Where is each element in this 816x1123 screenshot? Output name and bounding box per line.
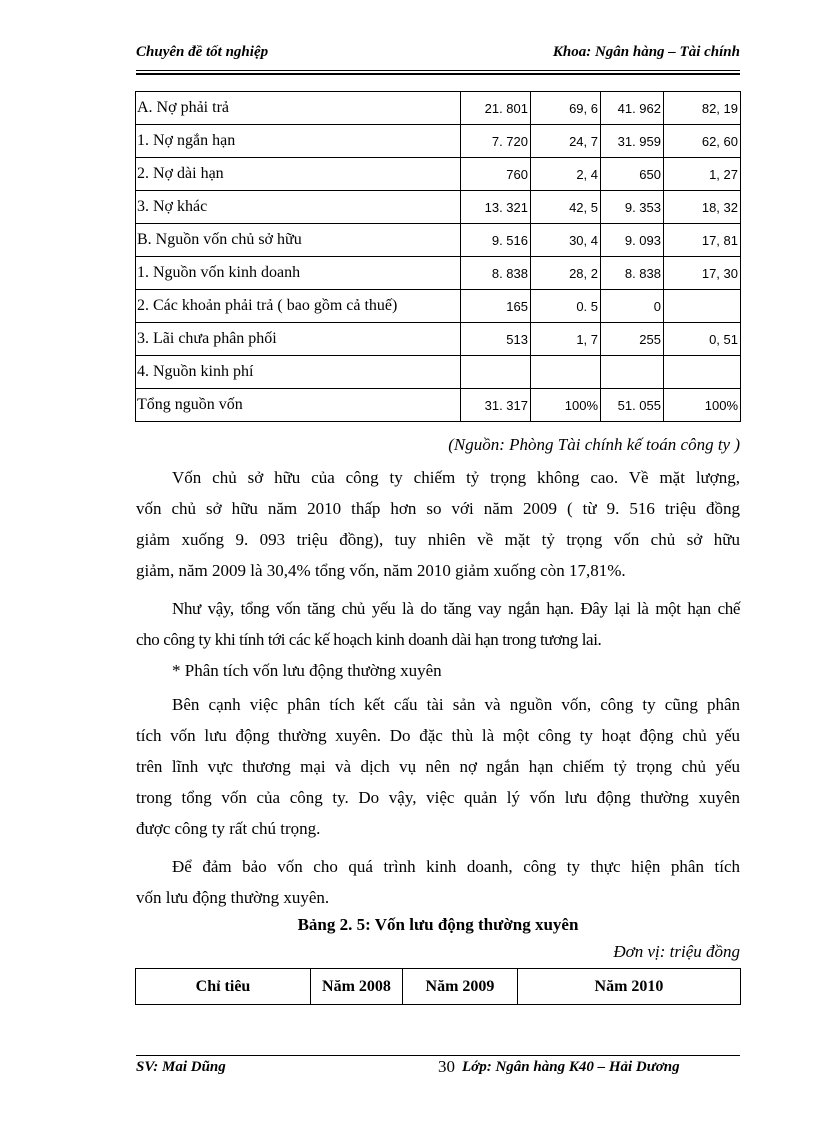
text-line: được công ty rất chú trọng.	[136, 819, 321, 838]
text-line: * Phân tích vốn lưu động thường xuyên	[172, 661, 442, 680]
row-label: 3. Lãi chưa phân phối	[136, 323, 461, 356]
footer-rule	[136, 1055, 740, 1056]
page-footer	[136, 1057, 740, 1081]
table-caption: Bảng 2. 5: Vốn lưu động thường xuyên	[297, 915, 579, 934]
column-header: Năm 2010	[518, 969, 741, 1005]
table-row	[136, 389, 741, 422]
cell-2010-percent: 18, 32	[664, 191, 741, 224]
column-header: Năm 2009	[403, 969, 518, 1005]
cell-2009-value: 8. 838	[461, 257, 531, 290]
paragraph-analysis	[136, 851, 740, 913]
cell-2009-value: 760	[461, 158, 531, 191]
cell-2009-value: 513	[461, 323, 531, 356]
column-header: Năm 2008	[311, 969, 403, 1005]
paragraph-conclusion	[136, 593, 740, 655]
header-left-text: Chuyên đề tốt nghiệp	[136, 44, 269, 60]
cell-2009-percent: 0. 5	[531, 290, 601, 323]
cell-2010-percent: 1, 27	[664, 158, 741, 191]
row-label: 1. Nguồn vốn kinh doanh	[136, 257, 461, 290]
cell-2009-percent	[531, 356, 601, 389]
cell-2010-percent: 62, 60	[664, 125, 741, 158]
cell-2010-value: 255	[601, 323, 664, 356]
text-line: Để đảm bảo vốn cho quá trình kinh doanh, công ty thực hiện phân tích	[172, 857, 740, 876]
text-line: trên lĩnh vực thương mại và dịch vụ nên nợ ngắn hạn chiếm tỷ trọng chủ yếu	[136, 757, 740, 776]
cell-2010-value: 650	[601, 158, 664, 191]
column-header: Chỉ tiêu	[136, 969, 311, 1005]
cell-2009-percent: 2, 4	[531, 158, 601, 191]
cell-2010-percent	[664, 356, 741, 389]
cell-2009-value: 13. 321	[461, 191, 531, 224]
cell-2009-percent: 30, 4	[531, 224, 601, 257]
cell-2010-percent: 0, 51	[664, 323, 741, 356]
cell-2009-value: 7. 720	[461, 125, 531, 158]
text-line: Bên cạnh việc phân tích kết cấu tài sản và nguồn vốn, công ty cũng phân	[172, 695, 740, 714]
page-header	[136, 44, 740, 66]
header-rule-thick	[136, 73, 740, 75]
table-row	[136, 158, 741, 191]
footer-class: Lớp: Ngân hàng K40 – Hải Dương	[462, 1059, 680, 1075]
paragraph-working-capital	[136, 689, 740, 844]
text-line: vốn lưu động thường xuyên.	[136, 888, 330, 907]
cell-2009-percent: 100%	[531, 389, 601, 422]
source-note: (Nguồn: Phòng Tài chính kế toán công ty )	[448, 435, 740, 454]
text-line: trong tổng vốn của công ty. Do vậy, việc quản lý vốn lưu động thường xuyên	[136, 788, 740, 807]
cell-2009-percent: 24, 7	[531, 125, 601, 158]
table-header-row	[136, 969, 741, 1005]
footer-student: SV: Mai Dũng	[136, 1059, 226, 1075]
table-row	[136, 356, 741, 389]
text-line: giảm xuống 9. 093 triệu đồng), tuy nhiên về mặt tỷ trọng vốn chủ sở hữu	[136, 530, 740, 549]
unit-note: Đơn vị: triệu đồng	[613, 942, 740, 961]
row-label: 3. Nợ khác	[136, 191, 461, 224]
cell-2009-value: 9. 516	[461, 224, 531, 257]
cell-2010-percent: 17, 81	[664, 224, 741, 257]
header-rule	[136, 70, 740, 71]
cell-2010-value	[601, 356, 664, 389]
cell-2010-value: 31. 959	[601, 125, 664, 158]
cell-2009-value: 21. 801	[461, 92, 531, 125]
row-label: 4. Nguồn kinh phí	[136, 356, 461, 389]
cell-2010-value: 9. 353	[601, 191, 664, 224]
table-row	[136, 224, 741, 257]
table-row	[136, 92, 741, 125]
page-number: 30	[438, 1057, 455, 1076]
row-label: 1. Nợ ngắn hạn	[136, 125, 461, 158]
text-line: cho công ty khi tính tới các kế hoạch kinh doanh dài hạn trong tương lai.	[136, 630, 602, 649]
text-line: giảm, năm 2009 là 30,4% tổng vốn, năm 2010 giảm xuống còn 17,81%.	[136, 561, 626, 580]
cell-2009-value	[461, 356, 531, 389]
table-row	[136, 290, 741, 323]
cell-2010-value: 8. 838	[601, 257, 664, 290]
cell-2010-value: 41. 962	[601, 92, 664, 125]
cell-2009-value: 165	[461, 290, 531, 323]
cell-2009-percent: 1, 7	[531, 323, 601, 356]
table-row	[136, 323, 741, 356]
cell-2010-percent: 100%	[664, 389, 741, 422]
table-row	[136, 191, 741, 224]
row-label: B. Nguồn vốn chủ sở hữu	[136, 224, 461, 257]
table-row	[136, 257, 741, 290]
cell-2009-value: 31. 317	[461, 389, 531, 422]
working-capital-table	[135, 968, 741, 1005]
header-right-text: Khoa: Ngân hàng – Tài chính	[552, 44, 740, 60]
row-label: A. Nợ phải trả	[136, 92, 461, 125]
text-line: Như vậy, tổng vốn tăng chủ yếu là do tăng vay ngắn hạn. Đây lại là một hạn chế	[172, 599, 740, 618]
cell-2010-percent: 17, 30	[664, 257, 741, 290]
text-line: vốn chủ sở hữu năm 2010 thấp hơn so với năm 2009 ( từ 9. 516 triệu đồng	[136, 499, 740, 518]
cell-2009-percent: 69, 6	[531, 92, 601, 125]
text-line: Vốn chủ sở hữu của công ty chiếm tỷ trọng không cao. Về mặt lượng,	[172, 468, 740, 487]
capital-structure-table	[135, 91, 741, 422]
paragraph-equity	[136, 462, 740, 586]
text-line: tích vốn lưu động thường xuyên. Do đặc thù là một công ty hoạt động chủ yếu	[136, 726, 740, 745]
cell-2010-value: 9. 093	[601, 224, 664, 257]
row-label: 2. Nợ dài hạn	[136, 158, 461, 191]
table-row	[136, 125, 741, 158]
cell-2010-percent: 82, 19	[664, 92, 741, 125]
section-heading-working-capital	[136, 655, 740, 686]
cell-2009-percent: 28, 2	[531, 257, 601, 290]
cell-2009-percent: 42, 5	[531, 191, 601, 224]
row-label: Tổng nguồn vốn	[136, 389, 461, 422]
row-label: 2. Các khoản phải trả ( bao gồm cả thuế)	[136, 290, 461, 323]
cell-2010-value: 51. 055	[601, 389, 664, 422]
cell-2010-value: 0	[601, 290, 664, 323]
cell-2010-percent	[664, 290, 741, 323]
